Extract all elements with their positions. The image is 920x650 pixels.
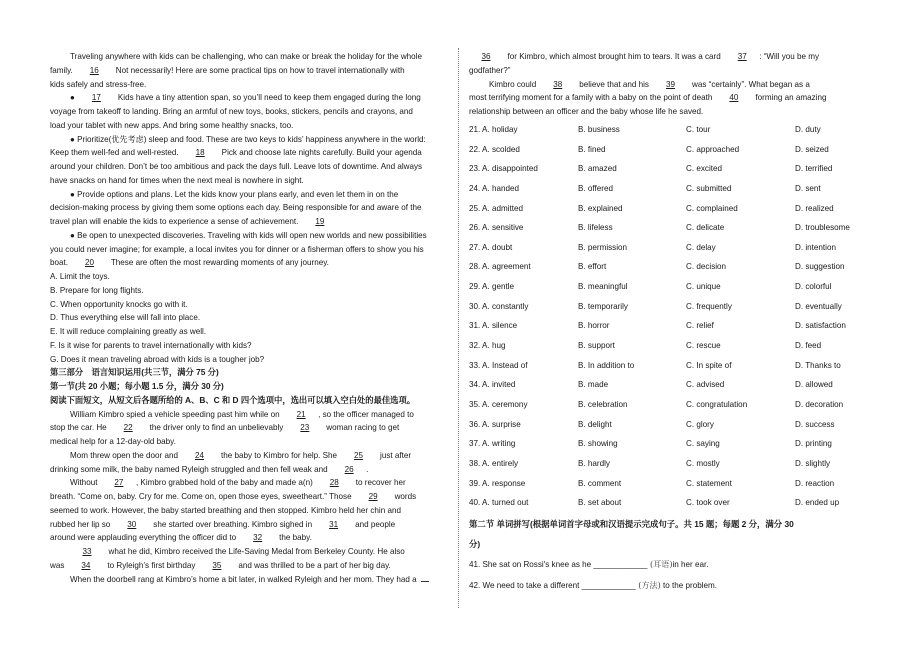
text-segment: woman racing to get — [321, 423, 400, 433]
option-d: D. sent — [795, 183, 821, 193]
text-line — [50, 146, 452, 160]
text-line — [50, 284, 452, 298]
option-c: C. approached — [686, 144, 740, 154]
text-line — [469, 91, 889, 105]
text-segment: the baby to Kimbro for help. She — [216, 450, 342, 460]
text-line — [50, 50, 452, 64]
text-segment: A. Limit the toys. — [50, 272, 110, 281]
option-row — [469, 378, 889, 398]
text-segment: and was thrilled to be a part of her big day. — [233, 560, 391, 570]
left-column — [50, 50, 452, 586]
option-a: 40. A. turned out — [469, 498, 529, 508]
text-line — [50, 78, 452, 92]
text-segment: for Kimbro, which almost brought him to tears. It was a card — [503, 52, 726, 61]
option-b: B. meaningful — [578, 282, 628, 292]
option-d: D. intention — [795, 242, 836, 252]
text-segment: breath. “Come on, baby. Cry for me. Come on, open those eyes, sweetheart.” Those — [50, 492, 357, 501]
option-d: D. troublesome — [795, 223, 850, 233]
text-line — [50, 504, 452, 518]
option-c: C. decision — [686, 262, 727, 272]
text-segment: the driver only to find an unbelievably — [145, 423, 288, 433]
answer-blank[interactable]: 33 — [82, 547, 92, 556]
text-segment: forming an amazing — [750, 93, 827, 103]
option-a: 30. A. constantly — [469, 301, 529, 311]
text-line — [50, 270, 452, 284]
text-segment: relationship between an officer and the baby whose life he saved. — [469, 107, 704, 116]
text-segment: Not necessarily! Here are some practical tips on how to travel internationally with — [111, 65, 405, 75]
text-line — [50, 476, 452, 490]
text-line — [50, 531, 452, 545]
option-c: C. glory — [686, 419, 714, 429]
option-a: 22. A. scolded — [469, 144, 520, 154]
option-row — [469, 280, 889, 300]
option-b: B. business — [578, 125, 620, 134]
option-row — [469, 221, 889, 241]
question-42 — [469, 577, 899, 598]
answer-blank[interactable]: 25 — [354, 450, 364, 460]
section-2-heading-line-1: 第二节 单词拼写(根据单词首字母或和汉语提示完成句子。共 15 题；每题 2 分，满分 30 — [469, 519, 794, 529]
text-line — [50, 573, 452, 587]
option-a: 35. A. ceremony — [469, 399, 528, 409]
text-line — [50, 215, 452, 229]
text-line — [469, 64, 889, 78]
option-b: B. offered — [578, 183, 613, 193]
option-b: B. horror — [578, 321, 610, 331]
option-c: C. delay — [686, 242, 716, 252]
option-a: 28. A. agreement — [469, 262, 531, 272]
option-d: D. duty — [795, 125, 821, 134]
text-segment: Mom threw open the door and — [70, 450, 183, 460]
text-segment: what he did, Kimbro received the Life-Saving Medal from Berkeley County. He also — [104, 547, 405, 556]
option-b: B. explained — [578, 203, 623, 213]
option-c: C. mostly — [686, 458, 720, 468]
option-a: 27. A. doubt — [469, 242, 513, 252]
text-segment: Without — [70, 478, 102, 488]
text-line — [50, 91, 452, 105]
option-d: D. eventually — [795, 301, 842, 311]
option-a: 36. A. surprise — [469, 419, 521, 429]
answer-blank[interactable]: 16 — [89, 65, 99, 75]
answer-blank[interactable]: 17 — [91, 93, 101, 103]
option-c: C. frequently — [686, 301, 732, 311]
text-segment: load your tablet with new apps. And bring some healthy snacks, too. — [50, 120, 294, 130]
text-line — [50, 449, 452, 463]
text-segment: 阅读下面短文，从短文后各题所给的 A、B、C 和 D 四个选项中，选出可以填入空白处的最佳选项。 — [50, 394, 416, 405]
answer-blank[interactable]: 34 — [81, 560, 91, 570]
option-d: D. slightly — [795, 458, 831, 468]
option-d: D. satisfaction — [795, 321, 846, 331]
section-heading — [50, 366, 452, 380]
text-segment: to recover her — [351, 478, 406, 488]
text-line — [50, 174, 452, 188]
option-d: D. allowed — [795, 380, 833, 390]
text-segment: ● Prioritize(优先考虑) sleep and food. These are two keys to kids’ happiness anywhere in the world: — [70, 134, 426, 144]
text-line — [469, 105, 889, 119]
option-d: D. success — [795, 419, 835, 429]
option-a: 32. A. hug — [469, 341, 506, 351]
text-line — [50, 256, 452, 270]
text-line — [50, 421, 452, 435]
option-b: B. set about — [578, 498, 622, 508]
option-d: D. ended up — [795, 498, 840, 508]
question-41 — [469, 556, 899, 577]
text-segment: William Kimbro spied a vehicle speeding past him while on — [70, 409, 285, 419]
option-a: 31. A. silence — [469, 321, 518, 331]
text-segment: ● — [70, 93, 80, 103]
question-text: in her ear. — [672, 560, 709, 569]
text-segment: have snacks on hand for times when the next meal is nowhere in sight. — [50, 175, 304, 185]
section-2-heading — [469, 516, 899, 536]
text-line — [50, 160, 452, 174]
text-segment: around were applauding everything the officer did to — [50, 533, 241, 543]
text-segment: drinking some milk, the baby named Ryleigh struggled and then fell weak and — [50, 464, 333, 474]
option-c: C. delicate — [686, 223, 725, 233]
option-row — [469, 477, 889, 497]
option-a: 25. A. admitted — [469, 203, 523, 213]
text-segment: around your children. Don’t be too ambitious and pack the days full. Leave lots of downtime. And always — [50, 162, 423, 171]
option-c: C. submitted — [686, 183, 732, 193]
text-segment: godfather?” — [469, 65, 511, 75]
text-segment: D. Thus everything else will fall into place. — [50, 313, 201, 323]
option-row — [469, 437, 889, 457]
option-b: B. hardly — [578, 458, 610, 468]
option-b: B. amazed — [578, 164, 617, 174]
option-row — [469, 123, 889, 143]
text-line — [469, 50, 889, 64]
section-heading — [50, 394, 452, 408]
answer-blank[interactable]: ____________ — [581, 581, 636, 590]
text-segment: ● Provide options and plans. Let the kids know your plans early, and even let them in on the — [70, 189, 399, 199]
option-b: B. delight — [578, 419, 612, 429]
text-segment: she started over breathing. Kimbro sighed in — [148, 519, 317, 529]
text-segment: C. When opportunity knocks go with it. — [50, 299, 188, 309]
option-row — [469, 162, 889, 182]
text-segment: Traveling anywhere with kids can be challenging, who can make or break the holiday for the whole — [70, 52, 422, 61]
section-2-heading-cont: 分) — [469, 539, 481, 549]
option-row — [469, 496, 889, 516]
option-c: C. rescue — [686, 341, 721, 351]
option-c: C. excited — [686, 164, 722, 174]
text-line — [469, 78, 889, 92]
answer-blank[interactable]: 31 — [329, 519, 339, 529]
hint: (方法) — [635, 580, 661, 590]
text-segment: most terrifying moment for a family with a baby on the point of death — [469, 93, 717, 103]
option-row — [469, 398, 889, 418]
text-segment: just after — [375, 450, 412, 460]
option-d: D. feed — [795, 341, 822, 351]
option-row — [469, 300, 889, 320]
text-segment: . — [366, 464, 369, 474]
answer-blank[interactable]: 36 — [481, 52, 491, 61]
text-line — [50, 201, 452, 215]
text-segment: voyage from takeoff to landing. Bring an armful of new toys, books, stickers, pencils and crayons, and — [50, 107, 413, 116]
text-segment: and people — [350, 519, 396, 529]
text-segment: : “Will you be my — [759, 52, 820, 61]
option-c: C. saying — [686, 439, 720, 449]
option-row — [469, 457, 889, 477]
question-text: 42. We need to take a different — [469, 581, 582, 590]
option-c: C. unique — [686, 282, 721, 292]
text-segment: , so the officer managed to — [318, 409, 414, 419]
option-a: 29. A. gentle — [469, 282, 515, 292]
text-line — [50, 559, 452, 573]
option-d: D. printing — [795, 439, 832, 449]
text-line — [50, 105, 452, 119]
text-segment: Keep them well-fed and well-rested. — [50, 148, 184, 158]
option-b: B. support — [578, 341, 615, 351]
answer-blank[interactable]: 27 — [114, 478, 124, 488]
text-segment: words — [390, 492, 417, 501]
option-c: C. complained — [686, 203, 738, 213]
text-line — [50, 188, 452, 202]
answer-blank[interactable]: 29 — [368, 492, 378, 501]
text-segment: , Kimbro grabbed hold of the baby and made a(n) — [135, 478, 318, 488]
option-row — [469, 418, 889, 438]
text-line — [50, 298, 452, 312]
option-row — [469, 339, 889, 359]
option-c: C. statement — [686, 478, 732, 488]
option-b: B. In addition to — [578, 360, 635, 370]
option-row — [469, 202, 889, 222]
right-column — [469, 50, 889, 119]
text-line — [50, 490, 452, 504]
answer-blank[interactable]: 23 — [300, 423, 310, 433]
text-line — [50, 339, 452, 353]
answer-blank[interactable]: 19 — [315, 217, 325, 226]
option-a: 33. A. Instead of — [469, 360, 528, 370]
option-d: D. reaction — [795, 478, 835, 488]
text-segment: Kimbro could — [489, 79, 541, 89]
text-segment: Pick and choose late nights carefully. Build your agenda — [217, 148, 422, 158]
option-c: C. In spite of — [686, 360, 732, 370]
text-segment: These are often the most rewarding moments of any journey. — [106, 258, 329, 268]
option-b: B. made — [578, 380, 609, 390]
text-line — [50, 243, 452, 257]
text-segment: family. — [50, 65, 78, 75]
option-row — [469, 143, 889, 163]
answer-blank[interactable]: 39 — [665, 79, 675, 89]
option-d: D. Thanks to — [795, 360, 841, 370]
option-a: 38. A. entirely — [469, 458, 519, 468]
option-b: B. permission — [578, 242, 628, 252]
text-segment: 第三部分 语言知识运用(共三节，满分 75 分) — [50, 367, 219, 378]
text-segment: was “certainly”. What began as a — [687, 79, 810, 89]
option-a: 21. A. holiday — [469, 125, 518, 134]
option-d: D. decoration — [795, 399, 844, 409]
text-segment: seemed to work. However, the baby started breathing and then stopped. Kimbro held her chin and — [50, 505, 401, 515]
option-a: 24. A. handed — [469, 183, 519, 193]
text-line — [50, 435, 452, 449]
option-c: C. advised — [686, 380, 725, 390]
answer-blank[interactable]: 21 — [296, 409, 306, 419]
text-segment: stop the car. He — [50, 423, 112, 433]
option-row — [469, 260, 889, 280]
text-segment: decision-making process by giving them some options each day. Being responsible for and aware of the — [50, 203, 422, 213]
text-segment: kids safely and stress-free. — [50, 79, 147, 89]
option-c: C. congratulation — [686, 399, 748, 409]
text-segment: to Ryleigh’s first birthday — [102, 560, 200, 570]
text-segment: When the doorbell rang at Kimbro’s home a bit later, in walked Ryleigh and her mom. They had a — [70, 574, 422, 584]
text-segment: ● Be open to unexpected discoveries. Traveling with kids will open new worlds and new possibilities — [70, 230, 427, 240]
option-b: B. lifeless — [578, 223, 613, 233]
option-row — [469, 359, 889, 379]
option-b: B. effort — [578, 262, 607, 272]
text-segment: B. Prepare for long flights. — [50, 285, 144, 295]
answer-blank[interactable]: 22 — [123, 423, 133, 433]
text-segment: Kids have a tiny attention span, so you’ll need to keep them engaged during the long — [113, 93, 421, 103]
option-d: D. suggestion — [795, 262, 845, 272]
text-segment: boat. — [50, 258, 73, 268]
answer-blank[interactable]: 18 — [195, 148, 205, 158]
text-segment: medical help for a 12-day-old baby. — [50, 437, 176, 446]
section-2 — [469, 516, 899, 598]
option-c: C. tour — [686, 125, 711, 134]
text-segment: rubbed her lip so — [50, 519, 115, 529]
option-a: 37. A. writing — [469, 439, 516, 449]
answer-blank[interactable]: 26 — [344, 464, 354, 474]
answer-blank[interactable]: 40 — [729, 93, 739, 103]
text-segment: the baby. — [274, 533, 312, 543]
text-line — [50, 518, 452, 532]
question-text: 41. She sat on Rossi's knee as he — [469, 560, 594, 569]
answer-blank[interactable]: 30 — [127, 519, 137, 529]
option-a: 34. A. invited — [469, 380, 516, 390]
option-d: D. realized — [795, 203, 834, 213]
option-b: B. fined — [578, 144, 606, 154]
text-segment: E. It will reduce complaining greatly as well. — [50, 327, 207, 336]
option-a: 23. A. disappointed — [469, 164, 538, 174]
text-line — [50, 133, 452, 147]
option-d: D. terrified — [795, 164, 833, 174]
option-b: B. celebration — [578, 399, 628, 409]
text-line — [50, 119, 452, 133]
question-text: to the problem. — [660, 581, 717, 590]
answer-blank[interactable]: 35 — [212, 560, 222, 570]
answer-blank[interactable]: 24 — [194, 450, 204, 460]
option-b: B. comment — [578, 478, 622, 488]
option-a: 39. A. response — [469, 478, 526, 488]
option-row — [469, 241, 889, 261]
option-row — [469, 182, 889, 202]
answer-blank[interactable]: 37 — [737, 52, 747, 61]
section-heading — [50, 380, 452, 394]
text-segment: was — [50, 560, 69, 570]
text-segment: you could never imagine; for example, a local invites you for dinner or a fisherman offers to show you his — [50, 244, 424, 254]
text-segment: travel plan will enable the kids to experience a sense of achievement. — [50, 217, 303, 226]
cloze-options-table — [469, 123, 889, 516]
text-segment: 第一节(共 20 小题；每小题 1.5 分，满分 30 分) — [50, 381, 224, 391]
text-line — [50, 229, 452, 243]
text-line — [50, 408, 452, 422]
option-d: D. colorful — [795, 282, 832, 292]
text-line — [50, 545, 452, 559]
answer-blank[interactable]: ____________ — [593, 560, 648, 569]
text-segment: G. Does it mean traveling abroad with kids is a tougher job? — [50, 354, 265, 364]
text-line — [50, 353, 452, 367]
answer-blank[interactable] — [421, 581, 429, 582]
option-b: B. showing — [578, 439, 618, 449]
option-c: C. relief — [686, 321, 714, 331]
answer-blank[interactable]: 32 — [253, 533, 263, 543]
text-segment: believe that and his — [574, 79, 654, 89]
hint: (耳语) — [647, 559, 673, 569]
answer-blank[interactable]: 38 — [553, 79, 563, 89]
answer-blank[interactable]: 28 — [329, 478, 339, 488]
text-line — [50, 311, 452, 325]
text-line — [50, 463, 452, 477]
answer-blank[interactable]: 20 — [84, 258, 94, 268]
column-divider — [458, 48, 459, 608]
text-segment: F. Is it wise for parents to travel internationally with kids? — [50, 340, 252, 350]
option-a: 26. A. sensitive — [469, 223, 524, 233]
option-row — [469, 319, 889, 339]
text-line — [50, 325, 452, 339]
option-c: C. took over — [686, 498, 730, 508]
option-b: B. temporarily — [578, 301, 628, 311]
text-line — [50, 64, 452, 78]
option-d: D. seized — [795, 144, 829, 154]
